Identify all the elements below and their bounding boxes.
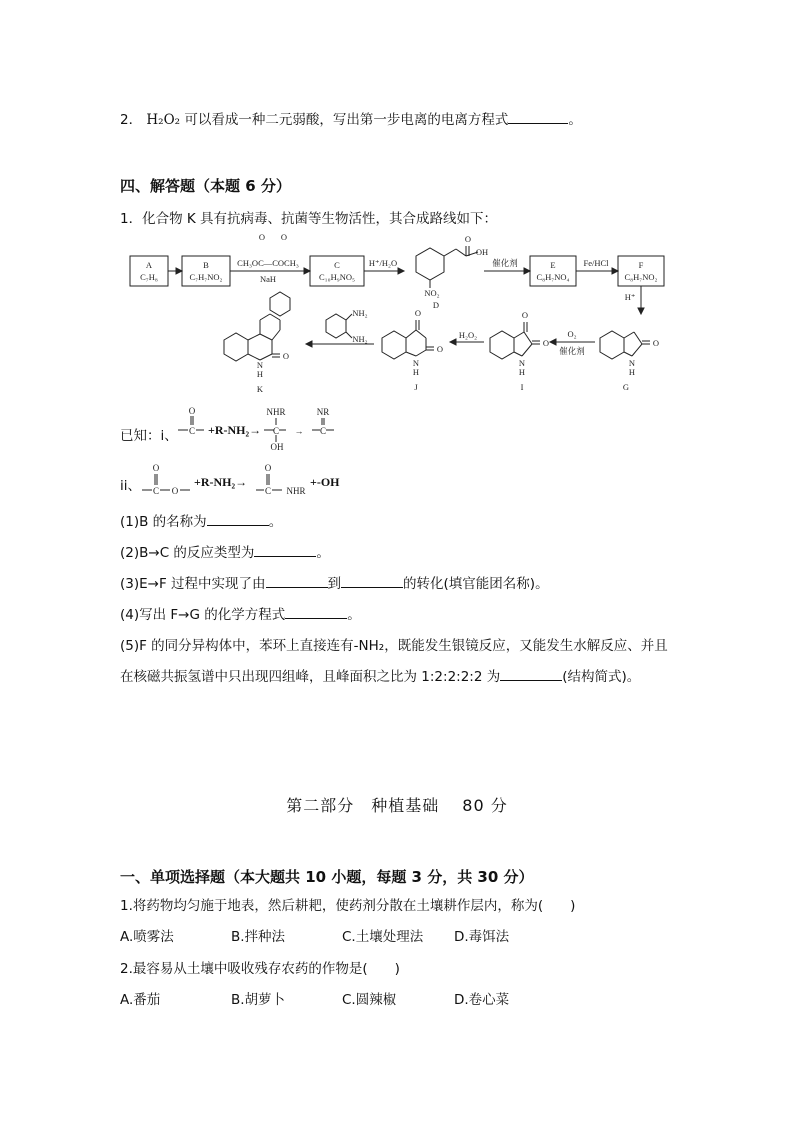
h2o2-formula: H₂O₂ [146, 112, 181, 128]
atom-o-label: O [521, 310, 529, 320]
sub-question-2 [120, 541, 330, 561]
section-title: 四、解答题（本题 6 分） [120, 177, 291, 195]
reagent-gi-bottom: 催化剂 [559, 346, 585, 356]
question-number: 2． [120, 112, 143, 128]
nhr-label: NHR [286, 486, 306, 496]
atom-o-label: O [280, 232, 288, 242]
known-label: 已知：i、 [120, 428, 178, 444]
sub-question-tail: 的转化(填官能团名称)。 [403, 576, 549, 592]
question-text: 可以看成一种二元弱酸，写出第一步电离的电离方程式 [184, 112, 509, 128]
compound-b-label: B [203, 260, 209, 270]
sub-question-5 [120, 634, 668, 654]
carbon-label: C [188, 426, 196, 436]
oh-label: OH [270, 442, 284, 452]
answer-blank[interactable] [285, 606, 347, 619]
mcq-question-1: 1.将药物均匀施于地表，然后耕耙，使药剂分散在土壤耕作层内，称为( ) [120, 898, 576, 914]
answer-blank[interactable] [500, 668, 562, 681]
atom-h-label: H [412, 367, 420, 377]
atom-n-label: N [628, 358, 636, 368]
known-reaction-ii [138, 460, 348, 498]
sub-question-tail: 。 [347, 607, 361, 623]
sub-question-4 [120, 603, 361, 623]
atom-o-label: O [436, 344, 444, 354]
compound-a-label: A [145, 260, 153, 270]
sub-question-text: 在核磁共振氢谱中只出现四组峰，且峰面积之比为 1:2:2:2:2 为 [120, 669, 501, 685]
answer-blank[interactable] [266, 575, 328, 588]
sub-question-text: (5)F 的同分异构体中，苯环上直接连有-NH₂，既能发生银镜反应，又能发生水解反应、并且 [120, 638, 668, 654]
carbon-label: C [319, 426, 327, 436]
sub-question-text: (4)写出 F→G 的化学方程式 [120, 607, 286, 623]
compound-d-label: D [432, 300, 440, 310]
compound-e-formula: C₈H₇NO₄ [536, 272, 570, 282]
sub-question-text: (2)B→C 的反应类型为 [120, 545, 255, 561]
option-d[interactable]: D.毒饵法 [454, 929, 510, 945]
atom-o-label: O [171, 486, 179, 496]
answer-blank[interactable] [508, 111, 568, 124]
nr-label: NR [316, 407, 330, 417]
atom-n-label: N [256, 360, 264, 370]
sub-question-text: (3)E→F 过程中实现了由 [120, 576, 266, 592]
compound-c-formula: C₁₀H₉NO₅ [319, 272, 355, 282]
compound-g-label: G [622, 382, 630, 392]
atom-o-label: O [188, 406, 196, 416]
compound-f-formula: C₈H₇NO₂ [624, 272, 658, 282]
question-2 [120, 108, 582, 128]
option-c[interactable]: C.圆辣椒 [342, 992, 397, 1008]
sub-question-tail: 。 [268, 514, 283, 530]
sub-question-text: (1)B 的名称为 [120, 514, 207, 530]
atom-o-label: O [264, 463, 272, 473]
sub-question-tail: 。 [316, 545, 330, 561]
answer-blank[interactable] [254, 544, 316, 557]
reagent-fg: H⁺ [624, 292, 636, 302]
nhr-label: NHR [266, 407, 286, 417]
atom-o-label: O [652, 338, 660, 348]
carbon-label: C [264, 486, 272, 496]
mcq-section-title: 一、单项选择题（本大题共 10 小题，每题 3 分，共 30 分） [120, 868, 534, 886]
compound-c-label: C [334, 260, 340, 270]
reagent-bc-top: CH₃OC—COCH₃ [237, 258, 299, 268]
sub-question-5-cont [120, 665, 640, 685]
question-intro: 1．化合物 K 具有抗病毒、抗菌等生物活性，其合成路线如下： [120, 211, 498, 227]
reagent-ef: Fe/HCl [583, 258, 609, 268]
option-c[interactable]: C.土壤处理法 [342, 929, 424, 945]
reagent-gi-top: O₂ [567, 329, 577, 339]
question-tail: 。 [568, 112, 582, 128]
atom-h-label: H [628, 367, 636, 377]
compound-a-formula: C₇H₈ [140, 272, 158, 282]
reagent-plus: +R-NH₂→ [208, 423, 262, 437]
atom-o-label: O [258, 232, 266, 242]
reagent-jk-bottom: NH₂ [352, 334, 368, 344]
synthesis-scheme [120, 228, 680, 398]
atom-h-label: H [256, 369, 264, 379]
sub-question-3 [120, 572, 549, 592]
sub-question-tail: (结构简式)。 [562, 669, 641, 685]
carbon-label: C [152, 486, 160, 496]
compound-f-label: F [638, 260, 644, 270]
option-a[interactable]: A.喷雾法 [120, 929, 174, 945]
atom-n-label: N [412, 358, 420, 368]
part-title: 第二部分 种植基础 80 分 [286, 796, 508, 815]
known-ii-label: ii、 [120, 478, 142, 494]
compound-j-label: J [414, 382, 418, 392]
compound-k-label: K [256, 384, 264, 394]
atom-o-label: O [282, 351, 290, 361]
answer-blank[interactable] [207, 513, 269, 526]
sub-question-mid: 到 [327, 576, 342, 592]
reagent-cd: H⁺/H₂O [368, 258, 398, 268]
arrow-label: → [294, 426, 304, 436]
option-b[interactable]: B.胡萝卜 [231, 992, 286, 1008]
carbon-label: C [272, 426, 280, 436]
option-a[interactable]: A.番茄 [120, 992, 161, 1008]
option-b[interactable]: B.拌种法 [231, 929, 286, 945]
atom-o-label: O [464, 234, 472, 244]
reagent-ij: H₂O₂ [458, 330, 478, 340]
option-d[interactable]: D.卷心菜 [454, 992, 510, 1008]
reagent-de: 催化剂 [492, 258, 518, 268]
compound-b-formula: C₇H₇NO₂ [189, 272, 223, 282]
atom-o-label: O [542, 338, 550, 348]
d-no2-label: NO₂ [424, 288, 440, 298]
atom-o-label: O [152, 463, 160, 473]
known-reaction-i [174, 404, 344, 452]
leaving-group: +-OH [310, 475, 340, 489]
reagent-plus: +R-NH₂→ [194, 475, 248, 489]
atom-h-label: H [518, 367, 526, 377]
atom-n-label: N [518, 358, 526, 368]
reagent-bc-bottom: NaH [259, 274, 277, 284]
reagent-jk-top: NH₂ [352, 308, 368, 318]
compound-e-label: E [550, 260, 556, 270]
sub-question-1 [120, 510, 282, 530]
answer-blank[interactable] [341, 575, 403, 588]
atom-o-label: O [414, 308, 422, 318]
compound-i-label: I [520, 382, 524, 392]
d-oh-label: OH [475, 247, 489, 257]
mcq-question-2: 2.最容易从土壤中吸收残存农药的作物是( ) [120, 961, 400, 977]
